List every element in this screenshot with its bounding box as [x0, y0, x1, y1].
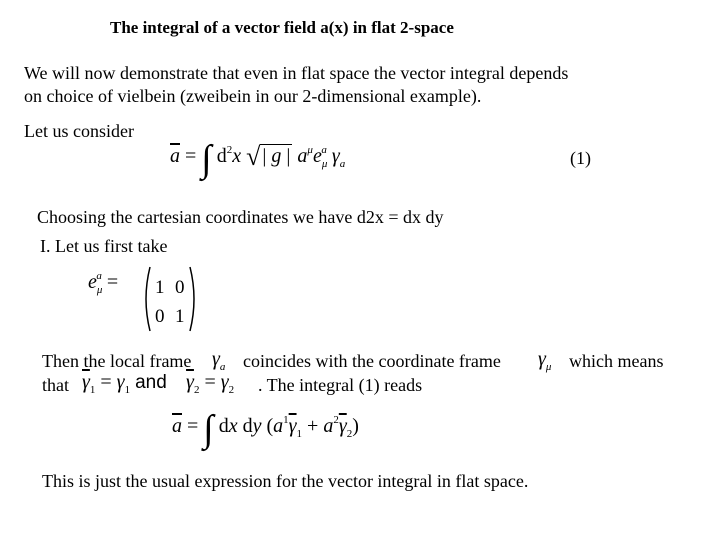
- gamma-mu-symbol: $\gamma_\mu$: [538, 348, 552, 373]
- svg-text:1: 1: [175, 306, 185, 327]
- intro-line-1: We will now demonstrate that even in flat space the vector integral depends: [24, 63, 569, 83]
- equation-vector-integral: $\overline{a}$ = ∫ $d^2x$ √ | g | $a^\mu e_\mu^a$ $\gamma_a$: [170, 138, 346, 180]
- zweibein-identity-matrix: $e_\mu^a$ =: [88, 270, 119, 296]
- gamma-relations: $\overline{\gamma}_1 = \gamma_1$ and $\overline{\gamma}_2 = \gamma_2$: [82, 371, 235, 396]
- intro-line-2: on choice of vielbein (zweibein in our 2-dimensional example).: [24, 86, 482, 106]
- let-us-consider-text: Let us consider: [24, 121, 134, 141]
- first-take-text: I. Let us first take: [40, 236, 168, 256]
- svg-text:0: 0: [155, 306, 165, 327]
- matrix-brackets: [140, 264, 200, 334]
- svg-text:1: 1: [155, 277, 165, 298]
- equation-number: (1): [570, 148, 591, 168]
- cartesian-coordinates-text: Choosing the cartesian coordinates we have d2x = dx dy: [37, 207, 444, 227]
- svg-text:0: 0: [175, 277, 185, 298]
- gamma-a-symbol: $\gamma_a$: [212, 348, 226, 373]
- slide-title: The integral of a vector field a(x) in flat 2-space: [110, 18, 454, 37]
- integral-reads-text: . The integral (1) reads: [258, 375, 423, 395]
- equation-flat-integral: $\overline{a}$ = ∫ dx dy $(a^1\overline{\gamma}_1 + a^2\overline{\gamma}_2)$: [172, 408, 359, 450]
- that-text: that: [42, 375, 69, 395]
- conclusion-text: This is just the usual expression for the vector integral in flat space.: [42, 471, 529, 491]
- which-means-text: which means: [569, 351, 664, 371]
- local-frame-text: Then the local frame: [42, 351, 192, 371]
- coincides-text: coincides with the coordinate frame: [243, 351, 501, 371]
